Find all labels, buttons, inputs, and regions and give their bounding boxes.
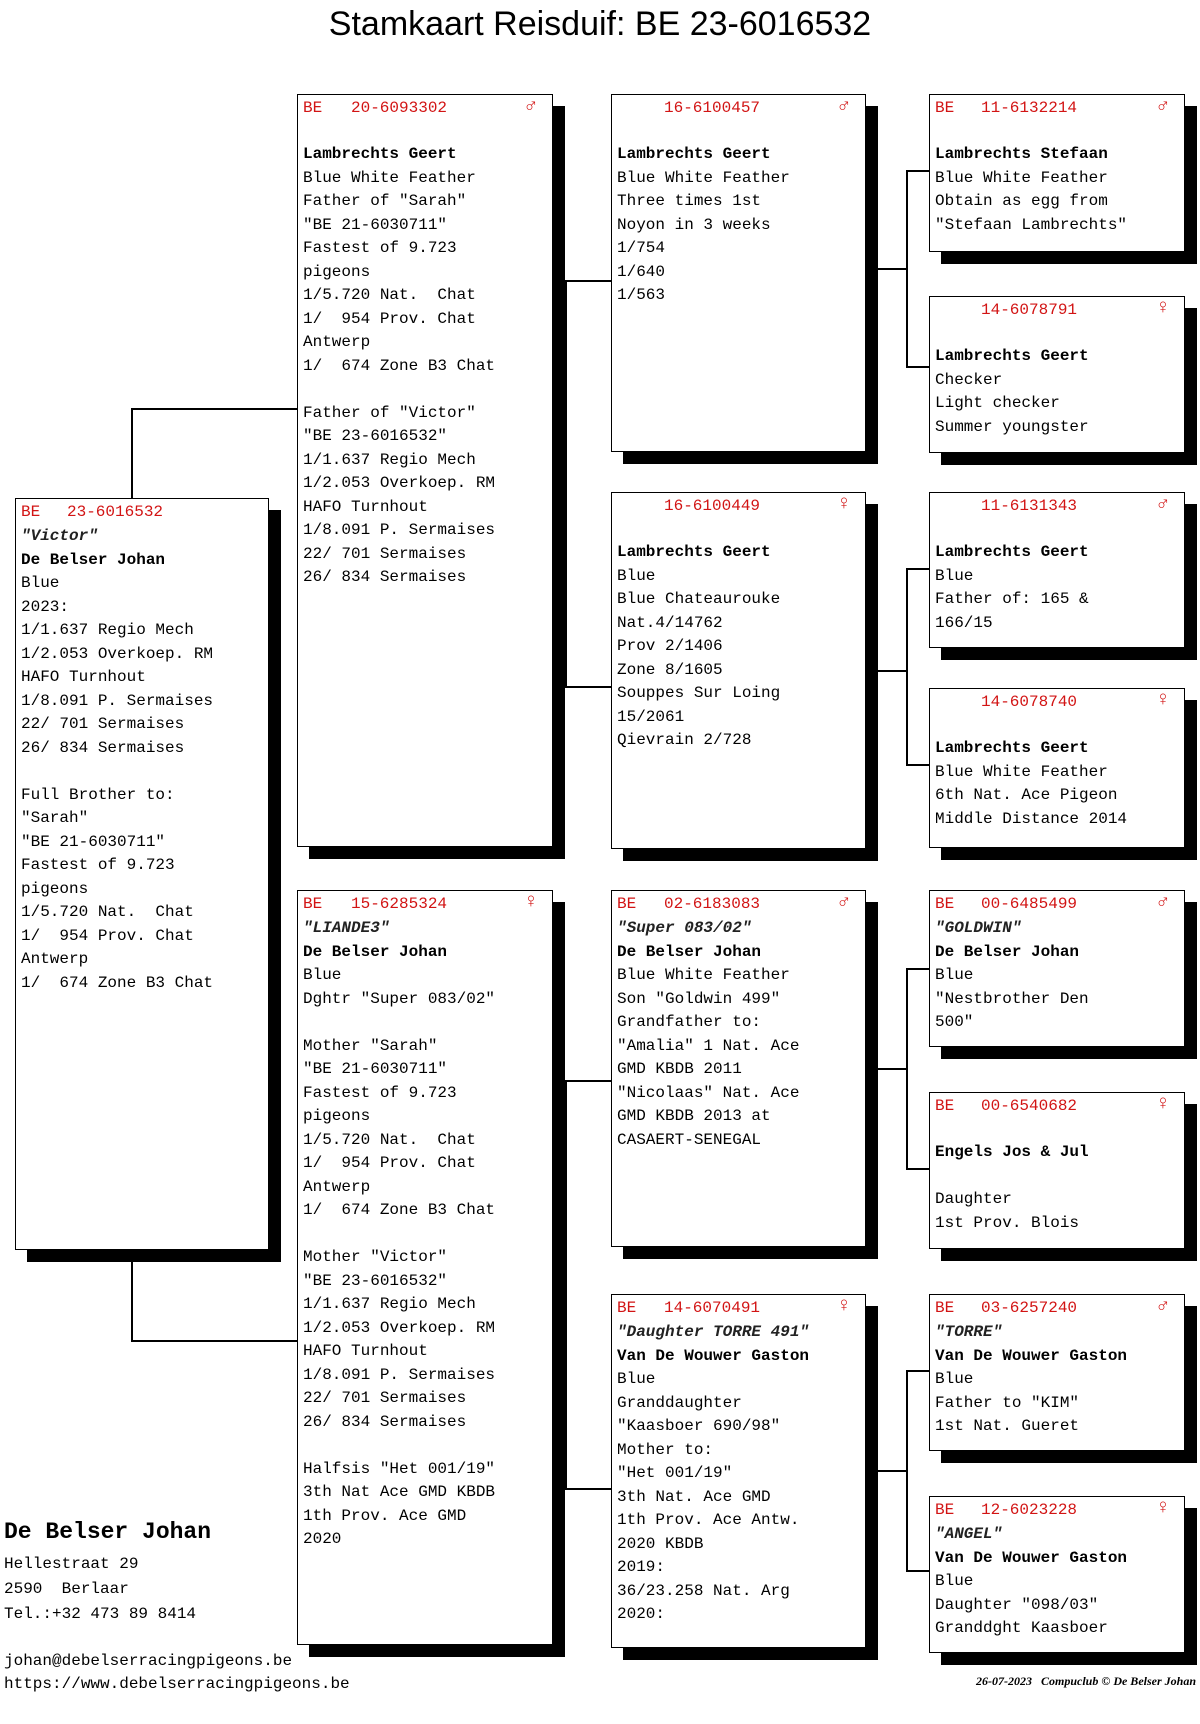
info-line: "BE 23-6016532"	[303, 427, 448, 445]
info-line: 22/ 701 Sermaises	[21, 715, 185, 733]
sex-symbol-icon: ♂	[1156, 493, 1169, 516]
breeder-name: Lambrechts Stefaan	[935, 145, 1108, 163]
info-line: Fastest of 9.723	[303, 239, 457, 257]
connector-line	[906, 366, 929, 368]
sex-symbol-icon: ♂	[1156, 1295, 1169, 1318]
info-line: Daughter "098/03"	[935, 1595, 1099, 1614]
info-line: pigeons	[303, 1107, 371, 1125]
sex-symbol-icon: ♀	[837, 1295, 850, 1318]
info-line: 1/ 954 Prov. Chat	[21, 926, 194, 945]
connector-line	[864, 268, 908, 270]
country-code: BE	[935, 895, 955, 913]
info-line: Middle Distance 2014	[935, 809, 1128, 828]
breeder-name: De Belser Johan	[303, 942, 448, 961]
sex-symbol-icon: ♂	[837, 891, 850, 914]
info-line: Blue	[617, 566, 656, 585]
info-line: 36/23.258 Nat. Arg	[617, 1581, 790, 1600]
connector-line	[565, 280, 613, 282]
info-line	[303, 1223, 552, 1247]
ring-number: 12-6023228	[981, 1501, 1078, 1519]
pigeon-card-sdd	[929, 688, 1185, 848]
ring-number: 11-6132214	[981, 99, 1078, 117]
info-line: Zone 8/1605	[617, 660, 723, 679]
info-line: Summer youngster	[935, 417, 1089, 436]
sex-symbol-icon: ♀	[524, 891, 537, 914]
footer-credit: 26-07-2023 Compuclub © De Belser Johan	[976, 1674, 1196, 1688]
info-line: Obtain as egg from	[935, 192, 1108, 210]
breeder-name: Van De Wouwer Gaston	[935, 1548, 1128, 1567]
sex-symbol-icon: ♀	[1156, 1497, 1169, 1520]
info-line: Fastest of 9.723	[21, 856, 175, 874]
pigeon-name: "GOLDWIN"	[935, 919, 1022, 937]
info-line: Prov 2/1406	[617, 637, 723, 655]
sex-symbol-icon: ♂	[1156, 95, 1169, 118]
pigeon-name: "ANGEL"	[935, 1525, 1003, 1543]
info-line: Grandfather to:	[617, 1013, 762, 1031]
info-line: Blue	[21, 574, 60, 592]
info-line: "Het 001/19"	[617, 1464, 733, 1482]
info-line: "Nestbrother Den	[935, 989, 1089, 1008]
info-line: 1/5.720 Nat. Chat	[303, 1130, 476, 1149]
info-line: 1/2.053 Overkoep. RM	[303, 474, 496, 492]
owner-block	[4, 1518, 211, 1627]
info-line: Antwerp	[303, 1177, 371, 1196]
info-line: Blue White Feather	[303, 168, 476, 187]
info-line: Blue	[303, 966, 342, 984]
info-line: 1st Prov. Blois	[935, 1213, 1080, 1232]
connector-line	[131, 408, 297, 410]
ring-number: 14-6070491	[664, 1299, 761, 1317]
info-line: 26/ 834 Sermaises	[303, 568, 467, 586]
breeder-name: Lambrechts Geert	[303, 145, 457, 163]
info-line	[303, 1434, 552, 1458]
info-line: HAFO Turnhout	[303, 1342, 428, 1360]
info-line: Nat.4/14762	[617, 613, 723, 632]
connector-line	[565, 280, 567, 688]
country-code: BE	[303, 99, 323, 117]
ring-number: 03-6257240	[981, 1299, 1078, 1317]
info-line: Blue White Feather	[935, 168, 1108, 187]
breeder-name: Lambrechts Geert	[935, 543, 1089, 561]
info-line: Souppes Sur Loing	[617, 684, 781, 702]
info-line: "BE 23-6016532"	[303, 1271, 448, 1290]
info-line: 166/15	[935, 613, 993, 632]
sex-symbol-icon: ♀	[1156, 689, 1169, 712]
owner-phone: Tel.:+32 473 89 8414	[4, 1605, 197, 1623]
info-line: pigeons	[303, 262, 371, 281]
info-line: Light checker	[935, 394, 1060, 412]
page-title: Stamkaart Reisduif: BE 23-6016532	[328, 5, 872, 43]
connector-line	[565, 1080, 567, 1490]
pigeon-card-dds	[929, 1294, 1185, 1451]
info-line: 1/2.053 Overkoep. RM	[21, 644, 214, 663]
info-line: Checker	[935, 370, 1003, 389]
info-line: Blue	[617, 1370, 656, 1388]
info-line: 2023:	[21, 597, 70, 616]
sex-symbol-icon: ♀	[837, 493, 850, 516]
pigeon-card-sire-dam	[611, 492, 866, 849]
info-line: Mother "Sarah"	[303, 1036, 438, 1055]
pigeon-card-sire	[297, 94, 553, 847]
info-line	[21, 760, 268, 784]
info-line: pigeons	[21, 879, 89, 898]
pigeon-card-dam-dam	[611, 1294, 866, 1648]
info-line: 1/563	[617, 286, 666, 304]
info-line: Father to "KIM"	[935, 1393, 1080, 1412]
pigeon-card-main	[15, 498, 269, 1250]
owner-name: De Belser Johan	[4, 1519, 212, 1545]
info-line: 500"	[935, 1013, 974, 1031]
info-line: HAFO Turnhout	[21, 668, 146, 686]
info-line: 6th Nat. Ace Pigeon	[935, 786, 1118, 804]
info-line: Mother "Victor"	[303, 1248, 448, 1266]
connector-line	[906, 764, 929, 766]
breeder-name: Van De Wouwer Gaston	[617, 1346, 810, 1365]
info-line: 1/640	[617, 262, 666, 281]
owner-website[interactable]: https://www.debelserracingpigeons.be	[4, 1675, 350, 1693]
info-line: 1/1.637 Regio Mech	[303, 450, 476, 469]
pigeon-name: "Daughter TORRE 491"	[617, 1323, 810, 1341]
country-code: BE	[935, 1097, 955, 1115]
info-line: 3th Nat Ace GMD KBDB	[303, 1483, 496, 1501]
info-line: Father of "Sarah"	[303, 192, 467, 210]
breeder-name: De Belser Johan	[935, 942, 1080, 961]
connector-line	[906, 1168, 929, 1170]
info-line: Blue	[935, 1572, 974, 1590]
sex-symbol-icon: ♂	[524, 95, 537, 118]
owner-city: 2590 Berlaar	[4, 1580, 129, 1598]
pigeon-card-dss	[929, 890, 1185, 1047]
info-line: 26/ 834 Sermaises	[303, 1412, 467, 1431]
info-line: 1/1.637 Regio Mech	[21, 621, 194, 639]
connector-line	[565, 686, 613, 688]
info-line: 1/5.720 Nat. Chat	[303, 286, 476, 304]
breeder-name: Engels Jos & Jul	[935, 1143, 1089, 1161]
ring-number: 14-6078791	[981, 301, 1078, 319]
country-code: BE	[935, 99, 955, 117]
ring-number: 00-6485499	[981, 895, 1078, 913]
connector-line	[906, 170, 929, 172]
info-line: 26/ 834 Sermaises	[21, 738, 185, 757]
sex-symbol-icon: ♀	[1156, 1093, 1169, 1116]
owner-street: Hellestraat 29	[4, 1555, 139, 1573]
connector-line	[864, 1068, 908, 1070]
info-line: Mother to:	[617, 1440, 714, 1459]
info-line	[303, 378, 552, 402]
connector-line	[906, 968, 929, 970]
connector-line	[565, 1080, 613, 1082]
connector-line	[906, 568, 908, 766]
info-line: GMD KBDB 2013 at	[617, 1107, 771, 1125]
info-line: "Kaasboer 690/98"	[617, 1417, 781, 1435]
pigeon-card-sss	[929, 94, 1185, 252]
ring-number: 20-6093302	[351, 99, 448, 117]
info-line: Granddaughter	[617, 1393, 742, 1412]
info-line: Blue Chateaurouke	[617, 590, 781, 608]
info-line: 1/754	[617, 239, 666, 257]
country-code: BE	[617, 895, 637, 913]
info-line: GMD KBDB 2011	[617, 1060, 742, 1078]
breeder-name: Lambrechts Geert	[617, 543, 771, 561]
info-line	[935, 1165, 1184, 1189]
country-code: BE	[303, 895, 323, 913]
info-line: 22/ 701 Sermaises	[303, 1389, 467, 1407]
info-line: "BE 21-6030711"	[303, 215, 448, 234]
country-code: BE	[21, 503, 41, 521]
pigeon-card-dam-sire	[611, 890, 866, 1247]
info-line: "Nicolaas" Nat. Ace	[617, 1083, 800, 1102]
sex-symbol-icon: ♀	[1156, 297, 1169, 320]
info-line: Dghtr "Super 083/02"	[303, 989, 496, 1008]
connector-line	[864, 1470, 908, 1472]
info-line: Antwerp	[303, 333, 371, 351]
ring-number: 16-6100449	[664, 497, 761, 515]
info-line: "Stefaan Lambrechts"	[935, 215, 1128, 234]
connector-line	[864, 670, 908, 672]
info-line: Daughter	[935, 1190, 1012, 1208]
info-line: Fastest of 9.723	[303, 1083, 457, 1102]
info-line: 1th Prov. Ace GMD	[303, 1506, 467, 1525]
info-line: Son "Goldwin 499"	[617, 989, 781, 1008]
info-line: 2020 KBDB	[617, 1534, 704, 1553]
ring-number: 16-6100457	[664, 99, 761, 117]
breeder-name: De Belser Johan	[21, 550, 166, 569]
info-line: Halfsis "Het 001/19"	[303, 1459, 496, 1478]
sex-symbol-icon: ♂	[837, 95, 850, 118]
breeder-name: Lambrechts Geert	[935, 347, 1089, 365]
ring-number: 14-6078740	[981, 693, 1078, 711]
info-line: Blue White Feather	[935, 762, 1108, 781]
connector-line	[565, 1488, 613, 1490]
info-line: 1/ 954 Prov. Chat	[303, 1154, 476, 1172]
connector-line	[906, 1370, 929, 1372]
pigeon-card-dam	[297, 890, 553, 1645]
info-line: 2019:	[617, 1558, 666, 1576]
info-line: 2020:	[617, 1605, 666, 1623]
info-line: 1/ 674 Zone B3 Chat	[303, 1201, 496, 1219]
info-line: 1/8.091 P. Sermaises	[303, 521, 496, 539]
info-line: Blue White Feather	[617, 966, 790, 984]
info-line: Father of: 165 &	[935, 590, 1089, 608]
breeder-name: Van De Wouwer Gaston	[935, 1346, 1128, 1365]
ring-number: 23-6016532	[67, 503, 164, 521]
info-line: Qievrain 2/728	[617, 731, 752, 749]
contact-block	[4, 1650, 350, 1696]
info-line: 1/ 674 Zone B3 Chat	[21, 973, 214, 992]
country-code: BE	[935, 1501, 955, 1519]
connector-line	[553, 1280, 567, 1282]
info-line: Antwerp	[21, 950, 89, 968]
info-line: Father of "Victor"	[303, 403, 476, 422]
info-line: 1/8.091 P. Sermaises	[21, 691, 214, 710]
info-line: CASAERT-SENEGAL	[617, 1130, 762, 1149]
info-line: Blue	[935, 966, 974, 984]
info-line: "BE 21-6030711"	[303, 1060, 448, 1078]
ring-number: 00-6540682	[981, 1097, 1078, 1115]
country-code: BE	[617, 1299, 637, 1317]
info-line: 1/5.720 Nat. Chat	[21, 903, 194, 921]
info-line: 1/8.091 P. Sermaises	[303, 1365, 496, 1384]
sex-symbol-icon: ♂	[1156, 891, 1169, 914]
info-line	[303, 1011, 552, 1035]
info-line: Granddght Kaasboer	[935, 1619, 1108, 1637]
info-line: 2020	[303, 1530, 342, 1548]
info-line: 1/ 954 Prov. Chat	[303, 309, 476, 328]
country-code: BE	[935, 1299, 955, 1317]
info-line: 3th Nat. Ace GMD	[617, 1487, 771, 1506]
pigeon-card-ssd	[929, 296, 1185, 453]
pigeon-name: "LIANDE3"	[303, 919, 390, 937]
info-line: "Sarah"	[21, 809, 89, 827]
owner-email[interactable]: johan@debelserracingpigeons.be	[4, 1652, 293, 1670]
ring-number: 11-6131343	[981, 497, 1078, 515]
pigeon-card-sds	[929, 492, 1185, 648]
info-line: HAFO Turnhout	[303, 497, 428, 516]
breeder-name: Lambrechts Geert	[935, 739, 1089, 757]
info-line: Blue	[935, 1370, 974, 1388]
pigeon-card-sire-sire	[611, 94, 866, 452]
info-line: Three times 1st	[617, 192, 762, 210]
breeder-name: De Belser Johan	[617, 942, 762, 961]
info-line: 1/1.637 Regio Mech	[303, 1295, 476, 1313]
info-line: Blue White Feather	[617, 168, 790, 187]
info-line: "BE 21-6030711"	[21, 832, 166, 851]
ring-number: 02-6183083	[664, 895, 761, 913]
info-line: 22/ 701 Sermaises	[303, 544, 467, 563]
pigeon-name: "TORRE"	[935, 1323, 1003, 1341]
info-line: Noyon in 3 weeks	[617, 215, 771, 234]
connector-line	[131, 1262, 133, 1342]
info-line: 1/2.053 Overkoep. RM	[303, 1318, 496, 1337]
pigeon-name: "Super 083/02"	[617, 919, 752, 937]
connector-line	[906, 568, 929, 570]
info-line: 1st Nat. Gueret	[935, 1417, 1080, 1435]
connector-line	[131, 1340, 297, 1342]
info-line: 1th Prov. Ace Antw.	[617, 1511, 800, 1529]
info-line: Blue	[935, 566, 974, 585]
info-line: Full Brother to:	[21, 785, 175, 804]
connector-line	[131, 408, 133, 498]
info-line: "Amalia" 1 Nat. Ace	[617, 1036, 800, 1055]
ring-number: 15-6285324	[351, 895, 448, 913]
connector-line	[553, 480, 567, 482]
info-line: 1/ 674 Zone B3 Chat	[303, 356, 496, 375]
info-line: 15/2061	[617, 707, 685, 726]
breeder-name: Lambrechts Geert	[617, 145, 771, 163]
pigeon-name: "Victor"	[21, 527, 98, 545]
connector-line	[906, 1570, 929, 1572]
pigeon-card-ddd	[929, 1496, 1185, 1653]
pigeon-card-dsd	[929, 1092, 1185, 1249]
